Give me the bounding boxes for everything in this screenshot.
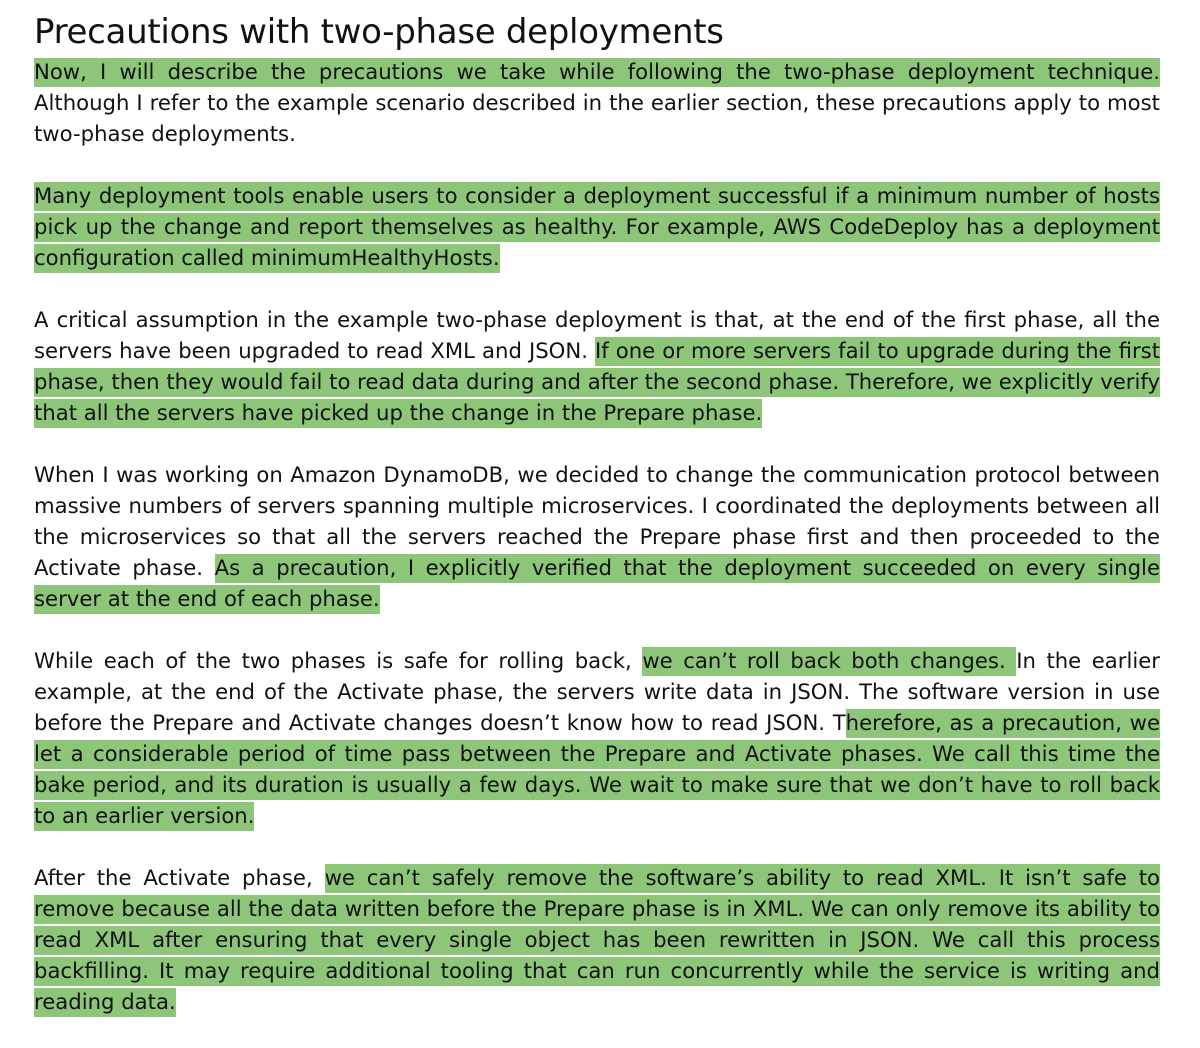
- highlighted-text: we can’t safely remove the software’s ability to read XML. It isn’t safe to remove because all the data written before the Prepare phase is in XML. We can only remove its ability to read XML after ensuring that every single object has been rewritten in JSON. We call this process backfilling. It may require additional tooling that can run concurrently while the service is writing and reading data.: [34, 864, 1160, 1017]
- paragraph-critical-assumption: [34, 304, 1160, 428]
- body-text: A critical assumption in the example two-phase deployment is that, at the end of the first phase, all the servers have been upgraded to read XML and JSON.: [34, 307, 1160, 363]
- highlighted-text: we can’t roll back both changes.: [642, 647, 1016, 676]
- document-page: [34, 8, 1160, 1048]
- body-text: In the earlier example, at the end of the Activate phase, the servers write data in JSON. The software version in use before the Prepare and Activate changes doesn’t know how to read JSON. T: [34, 648, 1160, 735]
- body-text: When I was working on Amazon DynamoDB, we decided to change the communication protocol between massive numbers of servers spanning multiple microservices. I coordinated the deployments between all the microservices so that all the servers reached the Prepare phase first and then proceeded to the Activate phase.: [34, 462, 1160, 580]
- body-text: Although I refer to the example scenario described in the earlier section, these precautions apply to most two-phase deployments.: [34, 90, 1160, 146]
- highlighted-text: Now, I will describe the precautions we take while following the two-phase deployment technique.: [34, 58, 1160, 87]
- paragraph-bake-period: [34, 645, 1160, 831]
- body-text: While each of the two phases is safe for rolling back,: [34, 648, 643, 673]
- body-text: After the Activate phase,: [34, 865, 325, 890]
- paragraph-dynamodb-example: [34, 459, 1160, 614]
- highlighted-text: Many deployment tools enable users to consider a deployment successful if a minimum number of hosts pick up the change and report themselves as healthy. For example, AWS CodeDeploy has a deployment configuration called minimumHealthyHosts.: [34, 182, 1160, 273]
- section-heading: Precautions with two-phase deployments: [34, 12, 724, 52]
- highlighted-text: As a precaution, I explicitly verified that the deployment succeeded on every single server at the end of each phase.: [34, 554, 1160, 614]
- highlighted-text: herefore, as a precaution, we let a considerable period of time pass between the Prepare and Activate phases. We call this time the bake period, and its duration is usually a few days. We wait to make sure that we don’t have to roll back to an earlier version.: [34, 709, 1160, 831]
- paragraph-deployment-tools: [34, 180, 1160, 273]
- paragraph-backfilling: [34, 862, 1160, 1017]
- highlighted-text: If one or more servers fail to upgrade during the first phase, then they would fail to read data during and after the second phase. Therefore, we explicitly verify that all the servers have picked up the change in the Prepare phase.: [34, 337, 1160, 428]
- paragraph-intro: [34, 56, 1160, 149]
